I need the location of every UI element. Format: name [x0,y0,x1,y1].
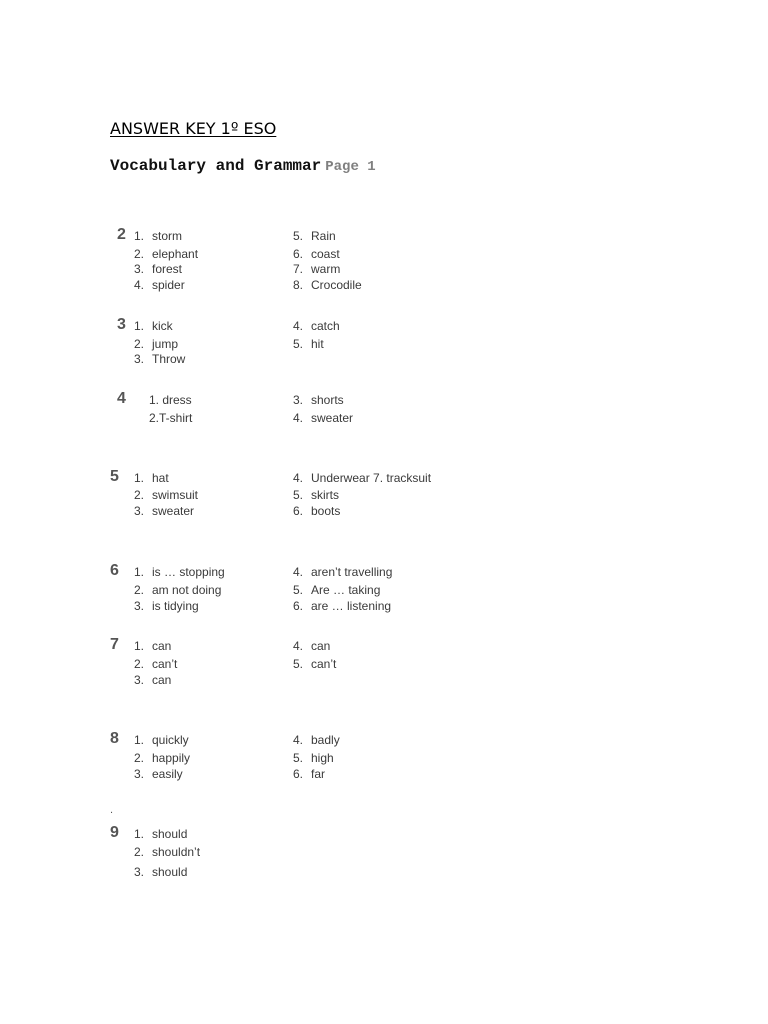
item-answer: hit [311,337,324,351]
item-number: 4. [292,565,303,579]
item-answer: can [152,639,172,653]
answer-item [128,639,171,653]
answer-item [287,411,353,425]
exercise-number: 5 [110,468,119,485]
answer-item [128,565,225,579]
item-number: 5. [292,229,303,243]
answer-item [128,751,190,765]
item-number: 3. [133,599,144,613]
answer-item [128,229,182,243]
exercise-number: 9 [110,824,119,841]
answer-item [128,657,177,671]
answer-item [287,504,340,518]
item-number: 4. [292,733,303,747]
answer-item [128,673,171,687]
item-answer: swimsuit [152,488,199,502]
item-number: 3. [133,352,144,366]
exercise-number: 8 [110,730,119,747]
answer-item [287,471,431,485]
item-answer: spider [152,278,185,292]
item-answer: should [152,827,188,841]
answer-item [287,262,340,276]
item-answer: am not doing [152,583,222,597]
item-number: 4. [292,639,303,653]
item-number: 2. [133,488,144,502]
answer-item [128,352,185,366]
item-number: 1. [133,827,144,841]
item-answer: warm [311,262,341,276]
page-label: Page 1 [325,159,376,175]
item-answer: Underwear 7. tracksuit [311,471,432,485]
item-answer: storm [152,229,182,243]
item-answer: badly [311,733,340,747]
answer-item [287,751,334,765]
item-answer: catch [311,319,340,333]
stray-mark: . [110,804,114,816]
item-number: 5. [292,751,303,765]
item-answer: quickly [152,733,189,747]
item-answer: can’t [311,657,337,671]
item-number: 6. [292,599,303,613]
exercise-number: 4 [117,390,126,407]
item-answer: shorts [311,393,344,407]
item-number: 2. [133,337,144,351]
answer-item [128,262,182,276]
answer-item [287,639,330,653]
item-number: 1. [133,639,144,653]
item-number: 6. [292,504,303,518]
item-number: 2. [133,657,144,671]
item-number: 4. [292,471,303,485]
answer-item [128,583,221,597]
item-number: 4. [133,278,144,292]
item-answer: aren’t travelling [311,565,393,579]
item-number: 5. [292,657,303,671]
item-number: 2. [133,751,144,765]
answer-item: 1. dress [149,393,192,407]
answer-item [128,488,198,502]
item-answer: happily [152,751,191,765]
item-answer: is tidying [152,599,199,613]
item-number: 3. [133,262,144,276]
answer-item [287,583,380,597]
item-number: 6. [292,767,303,781]
item-answer: are … listening [311,599,392,613]
answer-item [287,599,391,613]
item-number: 2. [133,247,144,261]
item-number: 6. [292,247,303,261]
item-answer: can [311,639,331,653]
answer-item [128,599,199,613]
answer-item [287,278,362,292]
exercise-number: 3 [117,316,126,333]
item-answer: Rain [311,229,336,243]
item-number: 4. [292,319,303,333]
answer-item [287,733,340,747]
answer-item [287,229,336,243]
item-number: 1. [133,229,144,243]
exercise-number: 6 [110,562,119,579]
item-number: 3. [133,767,144,781]
item-number: 8. [292,278,303,292]
answer-item [128,827,187,841]
item-answer: shouldn’t [152,845,201,859]
item-number: 3. [133,504,144,518]
item-answer: easily [152,767,183,781]
answer-item [128,247,198,261]
item-answer: kick [152,319,173,333]
item-number: 1. [133,471,144,485]
answer-item [128,845,200,859]
answer-item [287,393,344,407]
item-number: 3. [292,393,303,407]
item-number: 2. [133,583,144,597]
document-title: ANSWER KEY 1º ESO [110,119,277,138]
item-answer: boots [311,504,341,518]
item-answer: should [152,865,188,879]
item-answer: elephant [152,247,199,261]
answer-item [287,565,392,579]
item-answer: Are … taking [311,583,381,597]
item-answer: forest [152,262,183,276]
answer-item [128,865,187,879]
answer-item [128,733,189,747]
item-answer: hat [152,471,169,485]
item-answer: can’t [152,657,178,671]
section-heading-text: Vocabulary and Grammar [110,157,322,175]
item-number: 1. [133,733,144,747]
item-answer: far [311,767,326,781]
answer-item [287,247,340,261]
item-answer: Crocodile [311,278,362,292]
item-number: 4. [292,411,303,425]
answer-item [287,488,339,502]
item-answer: jump [152,337,179,351]
item-answer: skirts [311,488,339,502]
answer-item [128,767,183,781]
exercise-number: 7 [110,636,119,653]
answer-item [287,657,336,671]
item-number: 5. [292,583,303,597]
item-answer: Throw [152,352,186,366]
answer-item [128,319,173,333]
item-number: 7. [292,262,303,276]
answer-item [128,504,194,518]
item-answer: sweater [311,411,354,425]
answer-item [128,337,178,351]
item-answer: high [311,751,334,765]
item-answer: sweater [152,504,195,518]
item-answer: coast [311,247,340,261]
answer-item: 2.T-shirt [149,411,193,425]
answer-item [128,278,185,292]
answer-item [128,471,169,485]
answer-item [287,767,325,781]
item-number: 1. [133,565,144,579]
answer-item [287,319,340,333]
item-number: 1. [133,319,144,333]
item-number: 3. [133,865,144,879]
item-number: 5. [292,488,303,502]
item-number: 5. [292,337,303,351]
item-answer: is … stopping [152,565,225,579]
item-answer: can [152,673,172,687]
answer-item [287,337,324,351]
section-heading [110,157,376,175]
exercise-number: 2 [117,226,126,243]
item-number: 3. [133,673,144,687]
item-number: 2. [133,845,144,859]
